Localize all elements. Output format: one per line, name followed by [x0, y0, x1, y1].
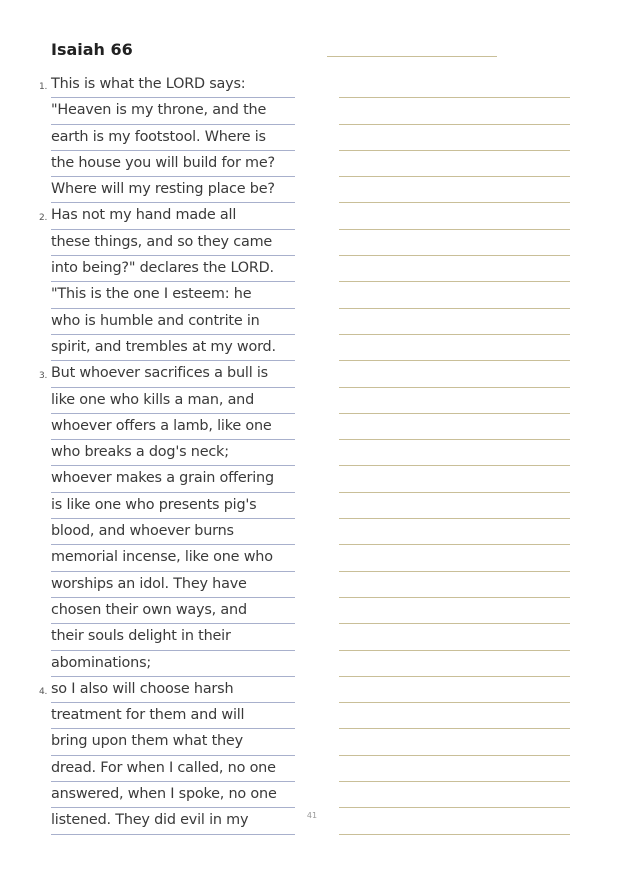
- practice-line: [339, 441, 570, 466]
- practice-line: [339, 704, 570, 729]
- text-line: [51, 178, 295, 203]
- practice-line: [339, 415, 570, 440]
- text-line: [51, 310, 295, 335]
- practice-line: [339, 310, 570, 335]
- line-text: whoever offers a lamb, like one: [51, 417, 272, 434]
- text-line: [51, 389, 295, 414]
- text-line: [51, 126, 295, 151]
- practice-line: [339, 678, 570, 703]
- text-line: [51, 99, 295, 124]
- page-number: 41: [306, 811, 318, 820]
- line-text: so I also will choose harsh: [51, 680, 234, 697]
- practice-line: [339, 152, 570, 177]
- text-line: [51, 599, 295, 624]
- text-line: [51, 231, 295, 256]
- line-text: But whoever sacrifices a bull is: [51, 365, 268, 382]
- text-line: [51, 704, 295, 729]
- verse-number: 4.: [39, 686, 48, 697]
- text-line: [51, 520, 295, 545]
- practice-line: [339, 573, 570, 598]
- practice-line: [339, 520, 570, 545]
- text-line: [51, 415, 295, 440]
- line-text: treatment for them and will: [51, 707, 245, 724]
- line-text: their souls delight in their: [51, 628, 231, 645]
- line-text: answered, when I spoke, no one: [51, 786, 277, 803]
- line-text: earth is my footstool. Where is: [51, 128, 266, 145]
- text-line: [51, 652, 295, 677]
- line-text: memorial incense, like one who: [51, 549, 273, 566]
- line-text: This is what the LORD says:: [51, 76, 246, 92]
- text-line: [51, 467, 295, 492]
- name-write-line: [327, 56, 497, 57]
- line-text: Has not my hand made all: [51, 207, 237, 224]
- text-line: [39, 204, 295, 229]
- practice-line: [339, 783, 570, 808]
- line-text: is like one who presents pig's: [51, 496, 257, 513]
- line-text: blood, and whoever burns: [51, 523, 234, 540]
- practice-line: [339, 467, 570, 492]
- text-line: [51, 494, 295, 519]
- text-line: [51, 546, 295, 571]
- line-text: "This is the one I esteem: he: [51, 286, 252, 303]
- line-text: the house you will build for me?: [51, 154, 275, 171]
- line-text: worships an idol. They have: [51, 575, 247, 592]
- text-line: [51, 757, 295, 782]
- handwriting-practice-column: [339, 73, 570, 836]
- line-text: spirit, and trembles at my word.: [51, 338, 276, 355]
- text-line: [39, 362, 295, 387]
- text-line: [51, 783, 295, 808]
- practice-line: [339, 126, 570, 151]
- line-text: bring upon them what they: [51, 733, 243, 750]
- verse-number: 1.: [39, 82, 48, 92]
- text-line: [51, 625, 295, 650]
- verse-number: 3.: [39, 371, 48, 382]
- text-line: [51, 283, 295, 308]
- practice-line: [339, 809, 570, 834]
- line-text: chosen their own ways, and: [51, 601, 247, 618]
- practice-line: [339, 283, 570, 308]
- text-line: [51, 336, 295, 361]
- line-text: abominations;: [51, 654, 152, 671]
- practice-line: [339, 599, 570, 624]
- practice-line: [339, 494, 570, 519]
- text-line: [51, 257, 295, 282]
- practice-line: [339, 546, 570, 571]
- line-text: like one who kills a man, and: [51, 391, 255, 408]
- text-line: [51, 441, 295, 466]
- line-text: "Heaven is my throne, and the: [51, 102, 267, 119]
- text-line: [39, 73, 295, 98]
- practice-line: [339, 231, 570, 256]
- verse-number: 2.: [39, 213, 48, 224]
- line-text: who breaks a dog's neck;: [51, 444, 229, 461]
- practice-line: [339, 625, 570, 650]
- practice-line: [339, 757, 570, 782]
- text-line: [39, 678, 295, 703]
- practice-line: [339, 336, 570, 361]
- practice-line: [339, 73, 570, 98]
- line-text: into being?" declares the LORD.: [51, 260, 274, 277]
- practice-line: [339, 389, 570, 414]
- practice-line: [339, 204, 570, 229]
- scripture-text-column: [39, 73, 295, 836]
- line-text: these things, and so they came: [51, 233, 273, 250]
- practice-line: [339, 178, 570, 203]
- text-line: [51, 730, 295, 755]
- line-text: dread. For when I called, no one: [51, 759, 276, 776]
- practice-line: [339, 362, 570, 387]
- practice-line: [339, 652, 570, 677]
- text-line: [51, 152, 295, 177]
- page-title: Isaiah 66: [51, 40, 133, 59]
- line-text: whoever makes a grain offering: [51, 470, 274, 487]
- practice-line: [339, 99, 570, 124]
- practice-line: [339, 257, 570, 282]
- line-text: who is humble and contrite in: [51, 312, 260, 329]
- line-text: listened. They did evil in my: [51, 812, 249, 829]
- practice-line: [339, 730, 570, 755]
- text-line: [51, 809, 295, 834]
- line-text: Where will my resting place be?: [51, 181, 275, 198]
- text-line: [51, 573, 295, 598]
